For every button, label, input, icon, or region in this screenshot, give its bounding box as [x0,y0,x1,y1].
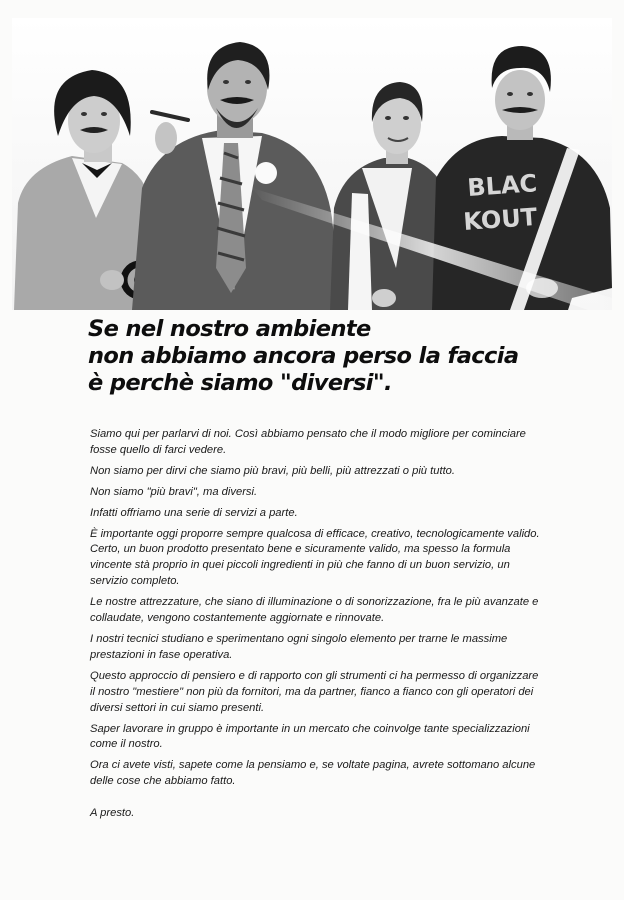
paragraph: Saper lavorare in gruppo è importante in un mercato che coinvolge tante specializzazioni come il nostro. [90,722,530,751]
shirt-text-line-1: BLAC [466,169,539,202]
paragraph: Le nostre attrezzature, che siano di illuminazione o di sonorizzazione, fra le più avanzate e collaudate, vengono costantemente aggiornate e rinnovate. [90,596,539,625]
headline [88,316,608,397]
body-text [90,427,540,827]
paragraph: I nostri tecnici studiano e sperimentano ogni singolo elemento per trarne le massime prestazioni in fase operativa. [90,632,508,661]
paragraph: Siamo qui per parlarvi di noi. Così abbiamo pensato che il modo migliore per cominciare fosse quello di farci vedere. [90,428,526,456]
headline-line-1: Se nel nostro ambiente [88,316,371,342]
paragraph: Ora ci avete visti, sapete come la pensiamo e, se voltate pagina, avrete sottomano alcune delle cose che abbiamo fatto. [90,759,536,788]
paragraph: Infatti offriamo una serie di servizi a parte. [90,506,298,519]
paragraph: Questo approccio di pensiero e di rapporto con gli strumenti ci ha permesso di organizzare il nostro "mestiere" non più da fornitori, ma da partner, fianco a fianco con gli operatori dei diversi settori in cui siamo presenti. [90,669,539,714]
paragraph: È importante oggi proporre sempre qualcosa di efficace, creativo, tecnologicamente valido. Certo, un buon prodotto presentato bene e sicuramente valido, ma spesso la formula vincente stà proprio in quei piccoli ingredienti in più che fanno di un buon servizio, un servizio completo. [90,527,540,588]
headline-line-3: è perchè siamo "diversi". [88,370,392,396]
headline-line-2: non abbiamo ancora perso la faccia [88,343,519,369]
group-photo-illustration [12,18,612,310]
group-photo [12,18,612,310]
paragraph: Non siamo per dirvi che siamo più bravi, più belli, più attrezzati o più tutto. [90,464,456,477]
shirt-text-line-2: KOUT [462,202,539,236]
paragraph: Non siamo "più bravi", ma diversi. [90,485,258,498]
signoff: A presto. [90,807,135,820]
